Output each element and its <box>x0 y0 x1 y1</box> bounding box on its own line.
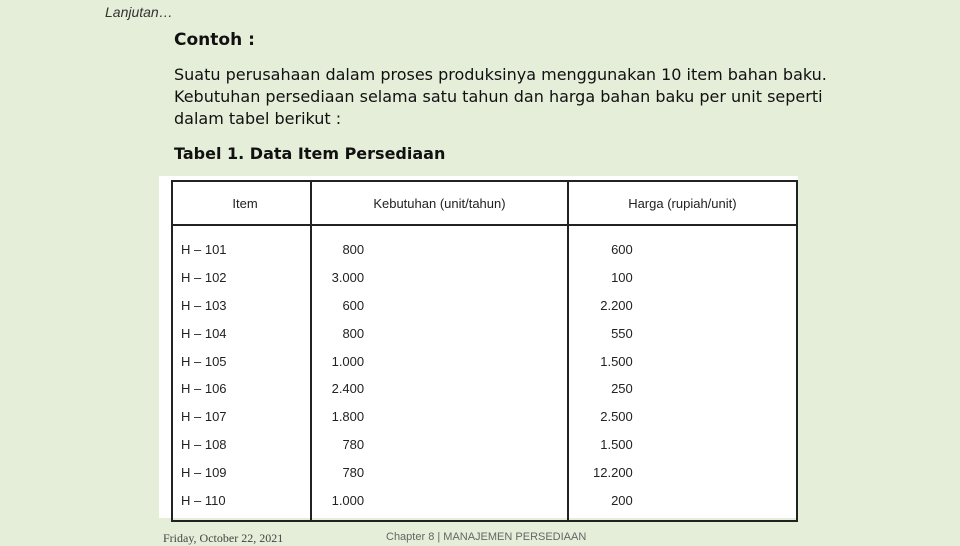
kebutuhan-cell-value: 780 <box>342 464 365 480</box>
harga-cell <box>568 264 797 292</box>
kebutuhan-cell-value: 1.000 <box>331 492 365 508</box>
column-header-kebutuhan: Kebutuhan (unit/tahun) <box>311 181 568 225</box>
harga-cell-value: 600 <box>611 242 633 258</box>
kebutuhan-cell <box>311 403 568 431</box>
kebutuhan-cell <box>311 431 568 459</box>
table-panel <box>159 176 798 518</box>
harga-cell-value: 250 <box>611 381 633 397</box>
problem-paragraph: Suatu perusahaan dalam proses produksinya menggunakan 10 item bahan baku. Kebutuhan persediaan selama satu tahun dan harga bahan baku per unit seperti dalam tabel berikut : <box>174 65 827 128</box>
kebutuhan-cell <box>311 319 568 347</box>
footer-chapter: Chapter 8 | MANAJEMEN PERSEDIAAN <box>386 531 587 543</box>
table-header-row <box>172 181 797 225</box>
table-row <box>172 292 797 320</box>
item-cell: H – 105 <box>172 347 311 375</box>
table-row <box>172 347 797 375</box>
column-header-item: Item <box>172 181 311 225</box>
kebutuhan-cell <box>311 486 568 521</box>
table-row <box>172 264 797 292</box>
harga-cell-value: 1.500 <box>600 353 633 369</box>
table-row <box>172 319 797 347</box>
column-header-harga: Harga (rupiah/unit) <box>568 181 797 225</box>
kebutuhan-cell-value: 800 <box>342 325 365 341</box>
kebutuhan-cell <box>311 347 568 375</box>
table-body <box>172 225 797 521</box>
kebutuhan-cell <box>311 292 568 320</box>
kebutuhan-cell <box>311 458 568 486</box>
harga-cell-value: 200 <box>611 492 633 508</box>
kebutuhan-cell-value: 600 <box>342 297 365 313</box>
kebutuhan-cell <box>311 375 568 403</box>
kebutuhan-cell-value: 3.000 <box>331 270 365 286</box>
harga-cell <box>568 458 797 486</box>
table-row <box>172 431 797 459</box>
harga-cell <box>568 431 797 459</box>
item-cell: H – 108 <box>172 431 311 459</box>
harga-cell <box>568 486 797 521</box>
kebutuhan-cell-value: 1.000 <box>331 353 365 369</box>
item-cell: H – 110 <box>172 486 311 521</box>
harga-cell <box>568 319 797 347</box>
table-row <box>172 486 797 521</box>
item-cell: H – 109 <box>172 458 311 486</box>
table-row <box>172 225 797 264</box>
kebutuhan-cell-value: 780 <box>342 436 365 452</box>
harga-cell <box>568 292 797 320</box>
harga-cell <box>568 225 797 264</box>
kebutuhan-cell-value: 800 <box>342 242 365 258</box>
harga-cell-value: 1.500 <box>600 436 633 452</box>
item-cell: H – 102 <box>172 264 311 292</box>
kebutuhan-cell <box>311 264 568 292</box>
item-cell: H – 107 <box>172 403 311 431</box>
table-row <box>172 403 797 431</box>
example-heading: Contoh : <box>174 30 255 50</box>
footer-date: Friday, October 22, 2021 <box>163 531 284 545</box>
harga-cell-value: 2.200 <box>600 297 633 313</box>
harga-cell-value: 2.500 <box>600 409 633 425</box>
harga-cell <box>568 347 797 375</box>
harga-cell <box>568 375 797 403</box>
item-cell: H – 104 <box>172 319 311 347</box>
kebutuhan-cell-value: 1.800 <box>331 409 365 425</box>
harga-cell <box>568 403 797 431</box>
kebutuhan-cell <box>311 225 568 264</box>
kebutuhan-cell-value: 2.400 <box>331 381 365 397</box>
table-row <box>172 375 797 403</box>
inventory-table <box>171 180 798 522</box>
table-caption: Tabel 1. Data Item Persediaan <box>174 144 446 163</box>
harga-cell-value: 550 <box>611 325 633 341</box>
item-cell: H – 106 <box>172 375 311 403</box>
harga-cell-value: 12.200 <box>593 464 633 480</box>
item-cell: H – 101 <box>172 225 311 264</box>
harga-cell-value: 100 <box>611 270 633 286</box>
table-row <box>172 458 797 486</box>
header-label: Lanjutan… <box>105 4 173 20</box>
item-cell: H – 103 <box>172 292 311 320</box>
